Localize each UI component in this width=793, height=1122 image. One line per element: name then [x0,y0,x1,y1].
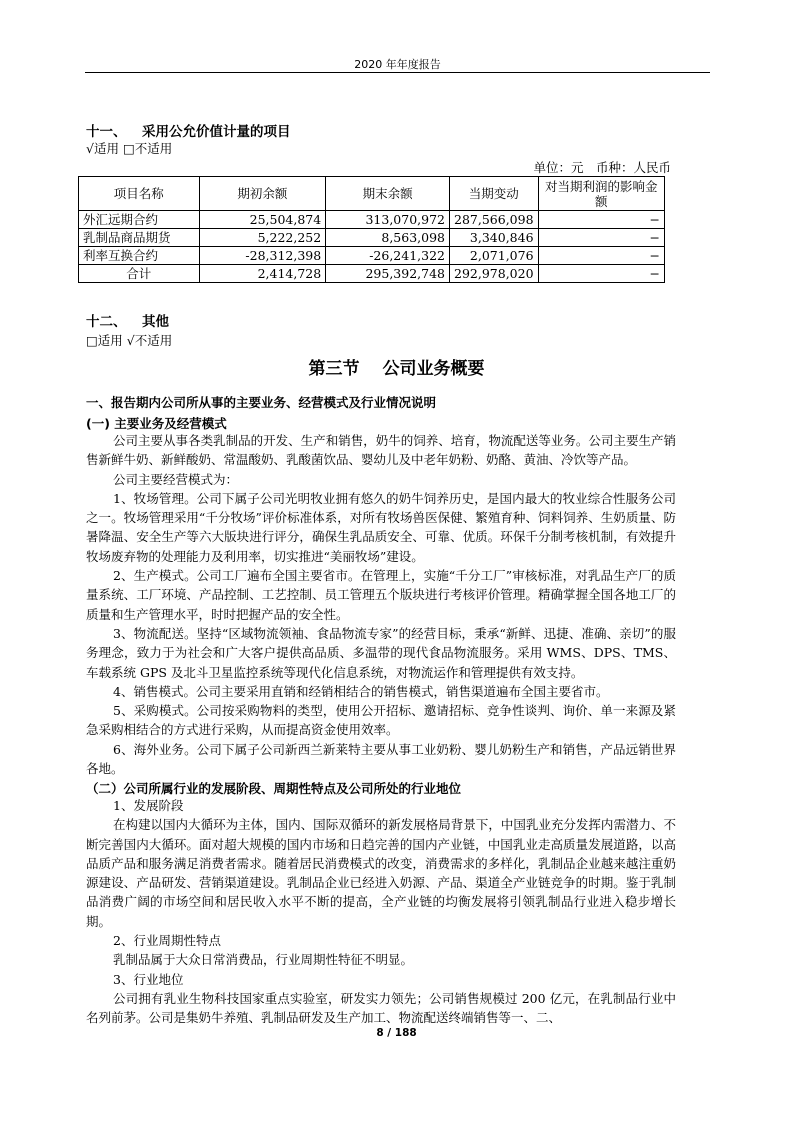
table-cell: 25,504,874 [199,211,326,229]
table-cell: 313,070,972 [326,211,450,229]
section-11-number: 十一、 [86,124,127,140]
chapter-title: 第三节 公司业务概要 [308,359,485,379]
col-header-change: 当期变动 [450,177,539,211]
table-row [79,229,665,247]
section-12-number: 十二、 [86,314,127,330]
paragraph: 3、物流配送。坚持“区域物流领袖、食品物流专家”的经营目标，秉承“新鲜、迅捷、准确、亲切”的服务理念，致力于为社会和广大客户提供高品质、多温带的现代食品物流服务。采用 WMS、DPS、TMS、车载系统 GPS 及北斗卫星监控系统等现代化信息系统，对物流运作和管理提供有效支持。 [86,625,676,680]
paragraph: 2、生产模式。公司工厂遍布全国主要省市。在管理上，实施“千分工厂”审核标准，对乳品生产厂的质量系统、工厂环境、产品控制、工艺控制、员工管理五个版块进行考核评价管理。精确掌握全国各地工厂的质量和生产管理水平，时时把握产品的安全性。 [86,568,676,622]
fair-value-table [78,176,665,283]
industry-text [86,796,676,1028]
page-number: 8 / 188 [376,1027,417,1039]
table-cell: 3,340,846 [450,229,539,247]
paragraph: 在构建以国内大循环为主体，国内、国际双循环的新发展格局背景下，中国乳业充分发挥内需潜力、不断完善国内大循环。面对超大规模的国内市场和日趋完善的国内产业链，中国乳业走高质量发展道路，以高品质产品和服务满足消费者需求。随着居民消费模式的改变，消费需求的多样化，乳制品企业越来越注重奶源建设、产品研发、营销渠道建设。乳制品企业已经进入奶源、产品、渠道全产业链竞争的时期。鉴于乳制品消费广阔的市场空间和居民收入水平不断的提高，全产业链的均衡发展将引领乳制品行业进入稳步增长期。 [86,817,676,929]
paragraph: 公司拥有乳业生物科技国家重点实验室，研发实力领先；公司销售规模过 200 亿元，在乳制品行业中名列前茅。公司是集奶牛养殖、乳制品研发及生产加工、物流配送终端销售等一、二、 [86,990,676,1026]
table-cell: − [538,211,664,229]
table-cell: 2,071,076 [450,247,539,265]
table-cell: 287,566,098 [450,211,539,229]
col-header-closing: 期末余额 [326,177,450,211]
sub-1-heading: (一) 主要业务及经营模式 [86,416,227,431]
table-cell: -26,241,322 [326,247,450,265]
table-cell: − [538,265,664,283]
paragraph: 6、海外业务。公司下属子公司新西兰新莱特主要从事工业奶粉、婴儿奶粉生产和销售，产品远销世界各地。 [86,741,676,777]
table-cell: 外汇远期合约 [79,211,200,229]
sub-2-heading: （二）公司所属行业的发展阶段、周期性特点及公司所处的行业地位 [86,781,462,796]
paragraph: 乳制品属于大众日常消费品，行业周期性特征不明显。 [113,952,414,968]
section-11-title: 采用公允价值计量的项目 [142,124,291,140]
table-cell: 2,414,728 [199,265,326,283]
table-cell: -28,312,398 [199,247,326,265]
paragraph-title: 1、发展阶段 [113,798,184,813]
business-model-text [86,431,676,778]
table-header-row [79,177,665,211]
paragraph-title: 2、行业周期性特点 [113,933,221,949]
paragraph: 1、牧场管理。公司下属子公司光明牧业拥有悠久的奶牛饲养历史，是国内最大的牧业综合性服务公司之一。牧场管理采用“千分牧场”评价标准体系，对所有牧场兽医保健、繁殖育种、饲料饲养、生奶质量、防暑降温、安全生产等六大版块进行评分，确保生乳品质安全、可靠、优质。环保千分制考核机制，有效提升牧场废弃物的处理能力及利用率，切实推进“美丽牧场”建设。 [86,490,676,564]
col-header-item: 项目名称 [79,177,200,211]
table-cell: 292,978,020 [450,265,539,283]
table-cell: − [538,247,664,265]
paragraph: 公司主要从事各类乳制品的开发、生产和销售，奶牛的饲养、培育，物流配送等业务。公司主要生产销售新鲜牛奶、新鲜酸奶、常温酸奶、乳酸菌饮品、婴幼儿及中老年奶粉、奶酪、黄油、冷饮等产品。 [86,433,676,468]
table-cell: 8,563,098 [326,229,450,247]
table-cell: 合计 [79,265,200,283]
table-cell: 乳制品商品期货 [79,229,200,247]
table-cell: 295,392,748 [326,265,450,283]
header-divider [85,72,710,73]
paragraph: 4、销售模式。公司主要采用直销和经销相结合的销售模式，销售渠道遍布全国主要省市。 [113,683,609,699]
section-11-heading [86,120,291,140]
report-header-title: 2020 年年度报告 [354,58,441,71]
paragraph: 5、采购模式。公司按采购物料的类型，使用公开招标、邀请招标、竞争性谈判、询价、单一来源及紧急采购相结合的方式进行采购，从而提高资金使用效率。 [86,703,676,738]
table-unit-note: 单位：元 币种：人民币 [533,160,671,175]
table-cell: 5,222,252 [199,229,326,247]
paragraph: 公司主要经营模式为： [113,471,239,487]
section-12-heading [86,310,169,330]
part-1-heading: 一、报告期内公司所从事的主要业务、经营模式及行业情况说明 [86,395,437,410]
table-cell: − [538,229,664,247]
table-row [79,247,665,265]
section-12-title: 其他 [142,314,169,330]
section-11-applicability: √适用 □不适用 [86,141,173,156]
col-header-opening: 期初余额 [199,177,326,211]
table-cell: 利率互换合约 [79,247,200,265]
section-12-applicability: □适用 √不适用 [86,333,173,348]
table-row [79,211,665,229]
table-total-row [79,265,665,283]
col-header-profit-impact: 对当期利润的影响金额 [538,177,664,211]
paragraph-title: 3、行业地位 [113,971,184,987]
